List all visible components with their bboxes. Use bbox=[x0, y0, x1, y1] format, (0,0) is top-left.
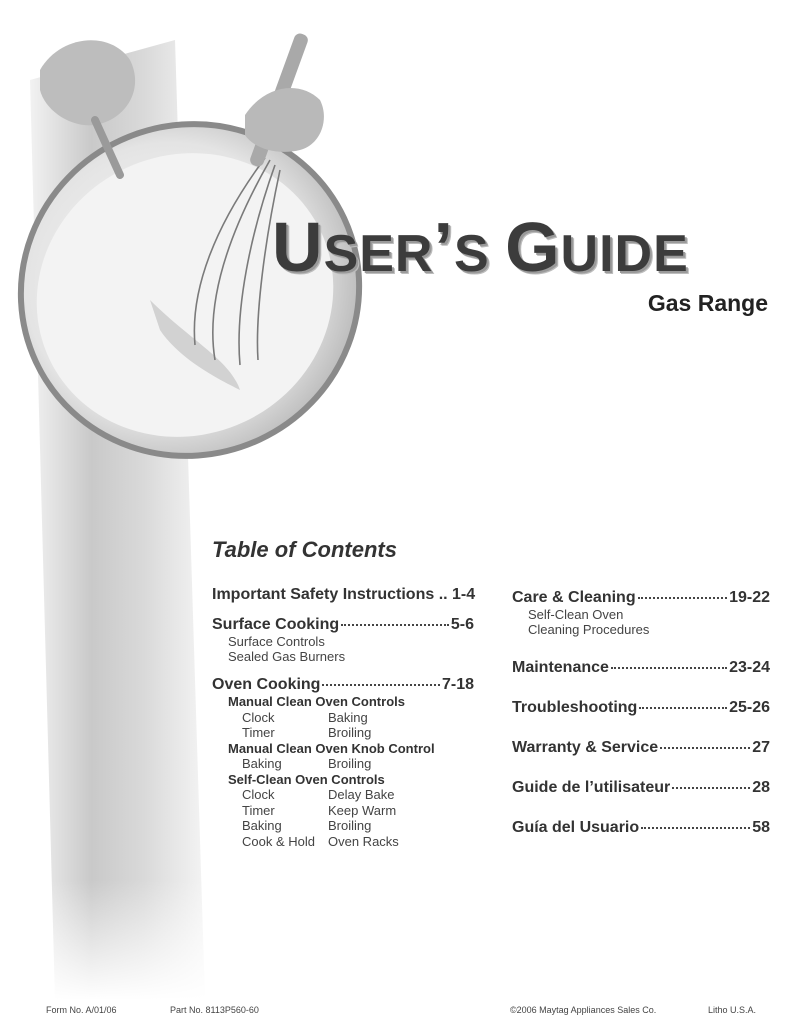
toc-subheading: Self-Clean Oven Controls bbox=[228, 771, 385, 787]
toc-entry-warranty[interactable]: Warranty & Service 27 bbox=[512, 739, 770, 756]
toc-subentry-pair: Clock Baking bbox=[242, 709, 368, 725]
toc-subentry-pair: Timer Broiling bbox=[242, 725, 372, 740]
toc-entry-care-cleaning[interactable]: Care & Cleaning 19-22 bbox=[512, 589, 770, 606]
toc-entry-safety[interactable]: Important Safety Instructions .. 1-4 bbox=[212, 586, 476, 603]
toc-entry-maintenance[interactable]: Maintenance 23-24 bbox=[512, 659, 770, 676]
toc-entry-oven-cooking[interactable]: Oven Cooking 7-18 bbox=[212, 676, 474, 693]
toc-subentry-pair: Clock Delay Bake bbox=[242, 787, 395, 802]
toc-subentry: Sealed Gas Burners bbox=[228, 649, 346, 664]
toc-entry-troubleshooting[interactable]: Troubleshooting 25-26 bbox=[512, 699, 770, 716]
footer-copyright: ©2006 Maytag Appliances Sales Co. bbox=[510, 1005, 657, 1015]
toc-subentry-pair: Timer Keep Warm bbox=[242, 802, 397, 818]
toc-subheading: Manual Clean Oven Knob Control bbox=[228, 740, 435, 756]
footer-form-no: Form No. A/01/06 bbox=[46, 1005, 117, 1015]
page-subtitle: Gas Range bbox=[647, 290, 768, 316]
toc-subentry-pair: Baking Broiling bbox=[242, 818, 372, 833]
toc-left-column bbox=[212, 586, 474, 849]
toc-right-column bbox=[512, 589, 770, 837]
toc-subentry: Surface Controls bbox=[228, 634, 325, 649]
toc-subentry: Cleaning Procedures bbox=[528, 622, 650, 637]
footer-litho: Litho U.S.A. bbox=[708, 1005, 757, 1015]
page-title: USER’S GUIDE bbox=[272, 208, 689, 286]
toc-heading: Table of Contents bbox=[212, 537, 397, 562]
toc-entry-spanish-guide[interactable]: Guía del Usuario 58 bbox=[512, 819, 770, 836]
toc-subentry: Self-Clean Oven bbox=[528, 607, 624, 622]
toc-subentry-pair: Baking Broiling bbox=[242, 756, 372, 771]
footer-part-no: Part No. 8113P560-60 bbox=[170, 1005, 259, 1015]
toc-entry-french-guide[interactable]: Guide de l’utilisateur 28 bbox=[512, 779, 770, 796]
toc-entry-surface-cooking[interactable]: Surface Cooking 5-6 bbox=[212, 616, 474, 633]
toc-subheading: Manual Clean Oven Controls bbox=[228, 694, 405, 709]
toc-subentry-pair: Cook & Hold Oven Racks bbox=[242, 833, 399, 849]
